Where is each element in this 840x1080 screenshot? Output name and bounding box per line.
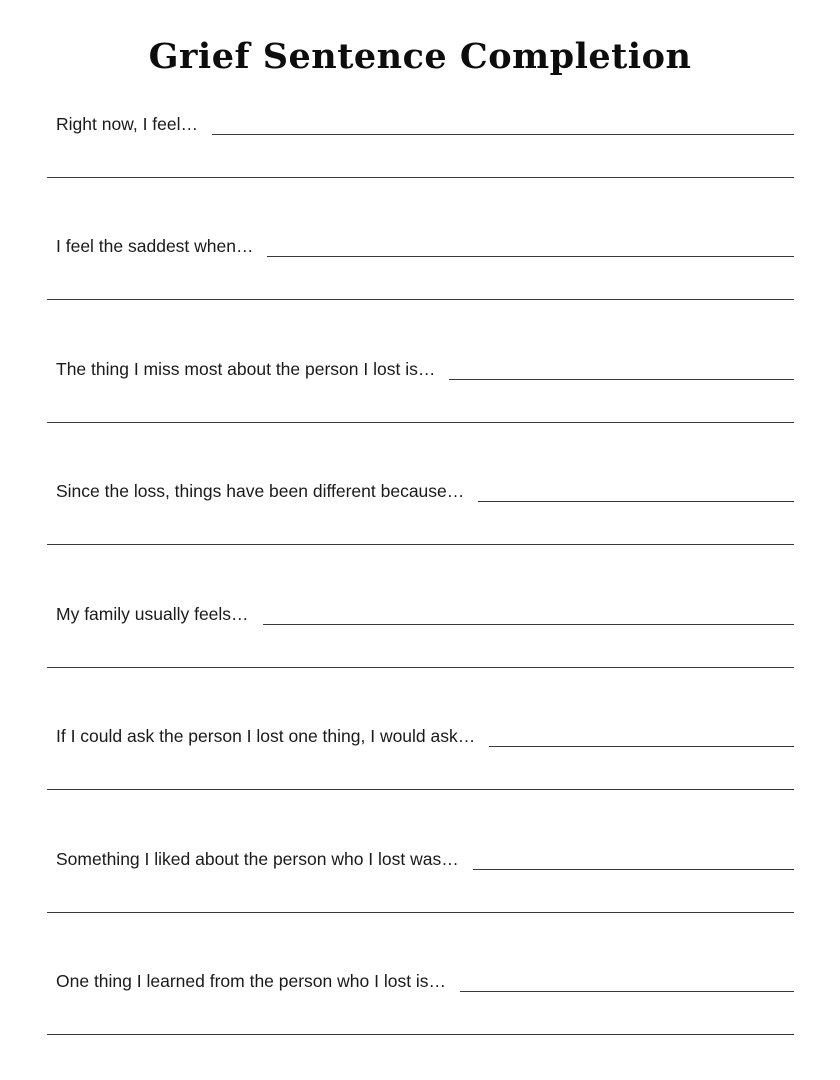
prompt-item [47,219,794,314]
answer-line-full [47,422,794,423]
prompt-text: My family usually feels… [56,604,249,624]
answer-line-full [47,912,794,913]
answer-line-full [47,177,794,178]
prompt-text: One thing I learned from the person who I lost is… [56,971,447,991]
prompt-item [47,342,794,437]
answer-line-inline [489,746,794,747]
answer-line-full [47,667,794,668]
prompt-text: I feel the saddest when… [56,236,254,256]
prompt-item [47,464,794,559]
prompt-text: Something I liked about the person who I lost was… [56,849,459,869]
answer-line-full [47,789,794,790]
prompt-item [47,587,794,682]
answer-line-inline [478,501,794,502]
answer-line-full [47,544,794,545]
prompt-item [47,954,794,1049]
answer-line-full [47,299,794,300]
prompt-row [47,464,794,504]
prompt-text: The thing I miss most about the person I lost is… [56,359,436,379]
answer-line-inline [267,256,794,257]
prompt-item [47,832,794,927]
prompt-row [47,342,794,382]
prompt-row [47,832,794,872]
prompt-row [47,954,794,994]
worksheet-title: Grief Sentence Completion [148,36,692,77]
answer-line-inline [212,134,794,135]
answer-line-inline [473,869,794,870]
prompt-text: Since the loss, things have been different because… [56,481,465,501]
prompt-row [47,709,794,749]
answer-line-full [47,1034,794,1035]
prompt-item [47,97,794,192]
answer-line-inline [263,624,794,625]
prompt-item [47,709,794,804]
prompt-text: If I could ask the person I lost one thing, I would ask… [56,726,476,746]
answer-line-inline [449,379,794,380]
prompt-row [47,587,794,627]
prompt-text: Right now, I feel… [56,114,199,134]
prompt-row [47,97,794,137]
prompt-row [47,219,794,259]
answer-line-inline [460,991,794,992]
